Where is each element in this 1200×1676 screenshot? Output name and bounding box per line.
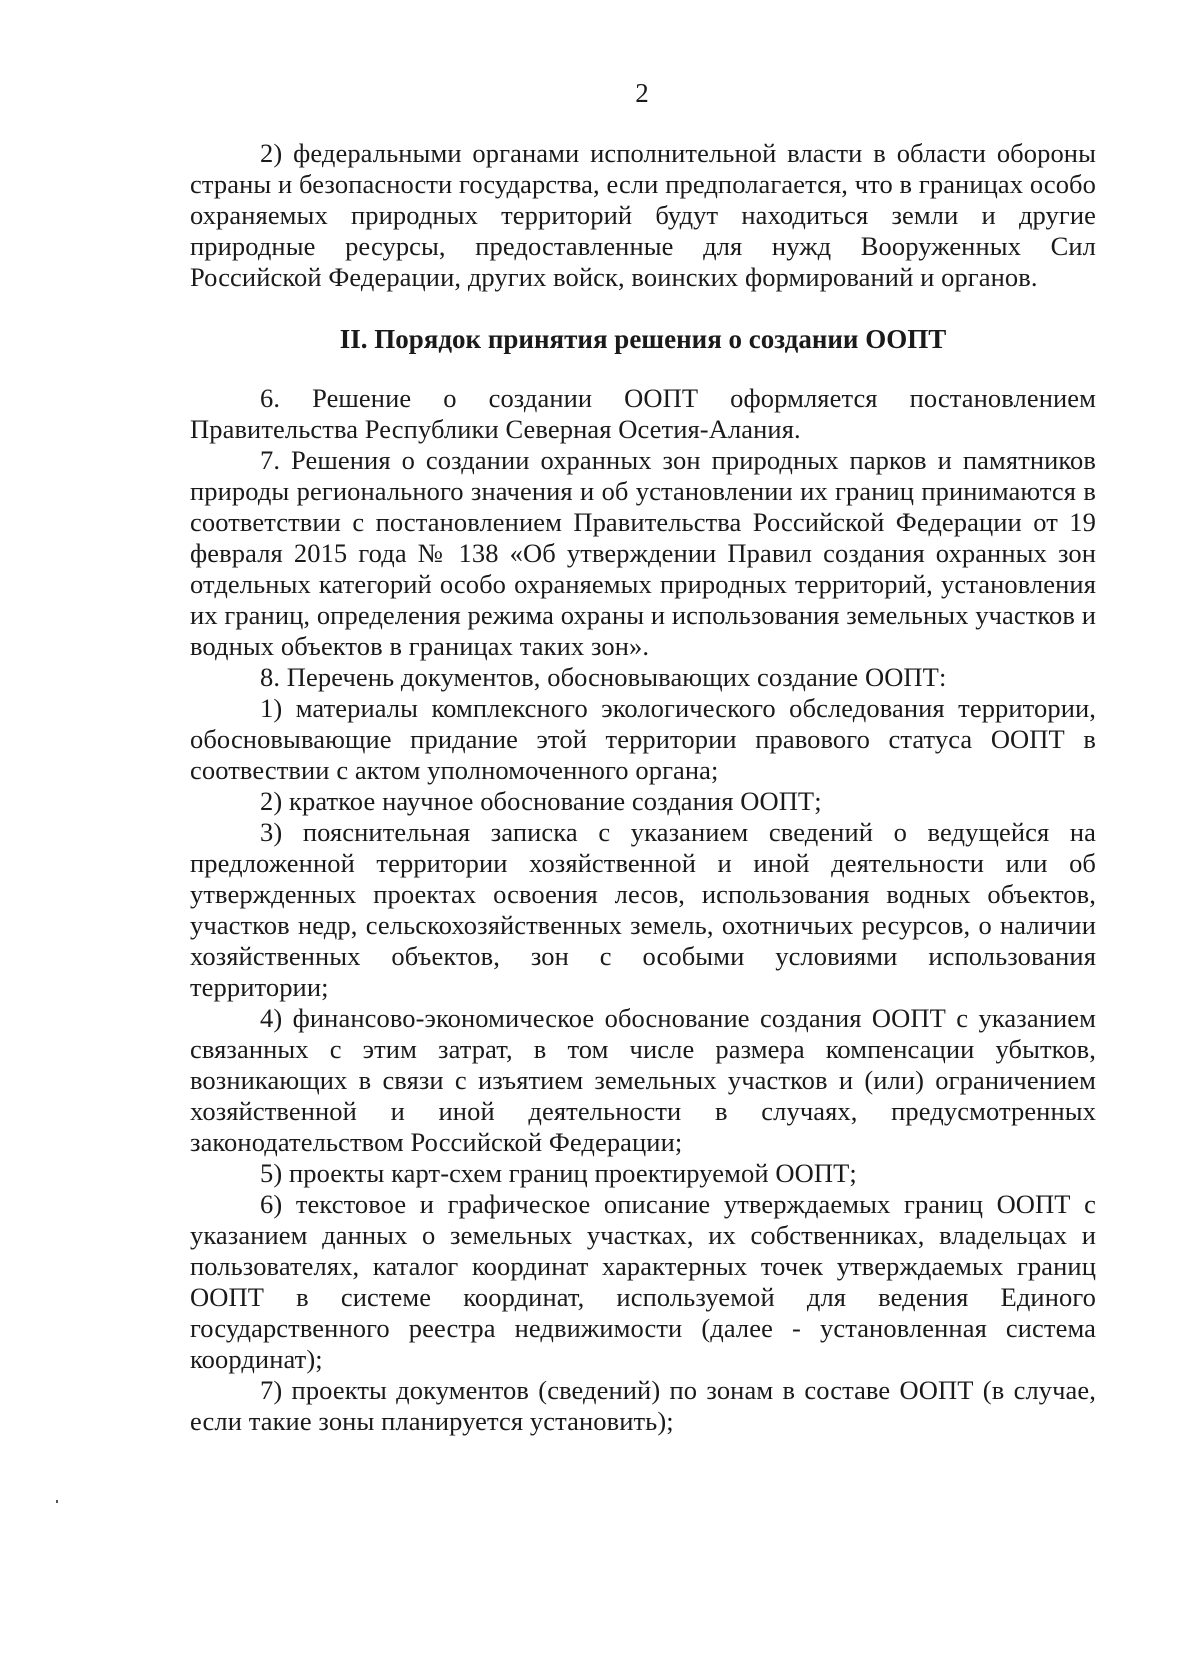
paragraph-6: 6. Решение о создании ООПТ оформляется постановлением Правительства Республики Северная Осетия-Алания. [190,383,1096,444]
list-item-3: 3) пояснительная записка с указанием сведений о ведущейся на предложенной территории хозяйственной и иной деятельности или об утвержденных проектах освоения лесов, использования водных объектов, участков недр, сельскохозяйственных земель, охотничьих ресурсов, о наличии хозяйственных объектов, зон с особыми условиями использования территории; [190,817,1096,1002]
list-item-1: 1) материалы комплексного экологического обследования территории, обосновывающие придание этой территории правового статуса ООПТ в соотвествии с актом уполномоченного органа; [190,693,1096,785]
paragraph-8: 8. Перечень документов, обосновывающих создание ООПТ: [260,662,947,692]
list-item-6: 6) текстовое и графическое описание утверждаемых границ ООПТ с указанием данных о земельных участках, их собственниках, владельцах и пользователях, каталог координат характерных точек утверждаемых границ ООПТ в системе координат, используемой для ведения Единого государственного реестра недвижимости (далее - установленная система координат); [190,1189,1096,1374]
scan-speck [56,1500,58,1503]
document-body [190,138,1096,1437]
list-item-2: 2) краткое научное обоснование создания ООПТ; [260,786,822,816]
list-item-5: 5) проекты карт-схем границ проектируемой ООПТ; [260,1158,857,1188]
list-item-7: 7) проекты документов (сведений) по зонам в составе ООПТ (в случае, если такие зоны планируется установить); [190,1375,1096,1436]
list-item-4: 4) финансово-экономическое обоснование создания ООПТ с указанием связанных с этим затрат, в том числе размера компенсации убытков, возникающих в связи с изъятием земельных участков и (или) ограничением хозяйственной и иной деятельности в случаях, предусмотренных законодательством Российской Федерации; [190,1003,1096,1157]
section-heading: II. Порядок принятия решения о создании ООПТ [339,324,947,354]
paragraph-7: 7. Решения о создании охранных зон природных парков и памятников природы регионального значения и об установлении их границ принимаются в соответствии с постановлением Правительства Российской Федерации от 19 февраля 2015 года № 138 «Об утверждении Правил создания охранных зон отдельных категорий особо охраняемых природных территорий, установления их границ, определения режима охраны и использования земельных участков и водных объектов в границах таких зон». [190,445,1096,661]
page-number: 2 [635,78,649,108]
paragraph-item-2-federal-bodies: 2) федеральными органами исполнительной власти в области обороны страны и безопасности государства, если предполагается, что в границах особо охраняемых природных территорий будут находиться земли и другие природные ресурсы, предоставленные для нужд Вооруженных Сил Российской Федерации, других войск, воинских формирований и органов. [190,138,1096,292]
